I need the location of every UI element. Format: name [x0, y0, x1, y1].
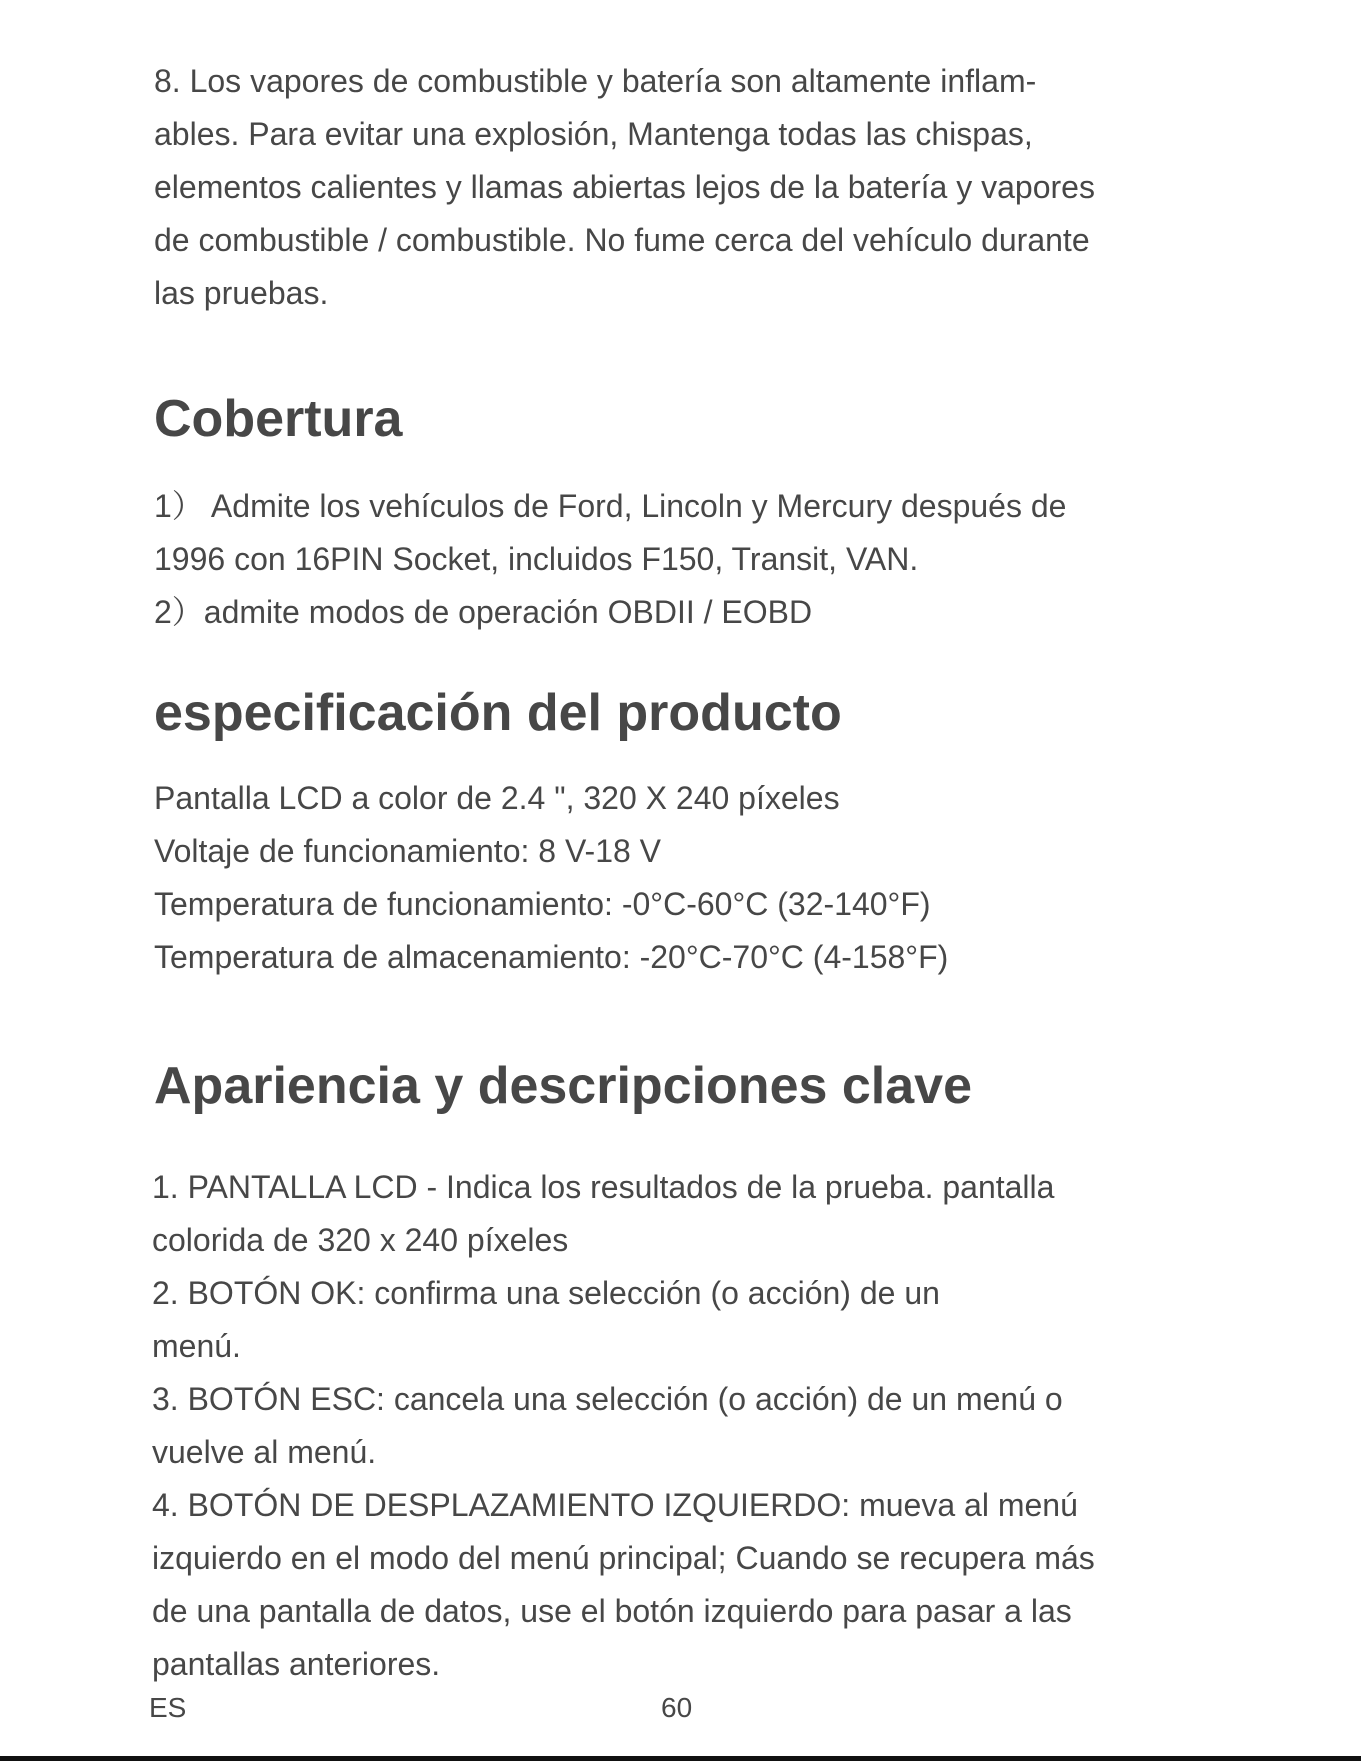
page-number: 60 — [661, 1692, 693, 1723]
intro-line-2: ables. Para evitar una explosión, Mantenga todas las chispas, — [154, 116, 1033, 152]
intro-line-4: de combustible / combustible. No fume cerca del vehículo durante — [154, 222, 1090, 258]
appearance-line-5: 3. BOTÓN ESC: cancela una selección (o acción) de un menú o — [152, 1381, 1063, 1417]
appearance-line-9: de una pantalla de datos, use el botón izquierdo para pasar a las — [152, 1593, 1072, 1629]
appearance-line-6: vuelve al menú. — [152, 1434, 377, 1470]
appearance-line-1: 1. PANTALLA LCD - Indica los resultados de la prueba. pantalla — [152, 1169, 1055, 1205]
spec-line-4: Temperatura de almacenamiento: -20°C-70°C (4-158°F) — [154, 939, 949, 975]
specification-heading: especificación del producto — [154, 684, 842, 742]
appearance-line-10: pantallas anteriores. — [152, 1646, 441, 1682]
intro-line-3: elementos calientes y llamas abiertas lejos de la batería y vapores — [154, 169, 1095, 205]
coverage-line-3: 2）admite modos de operación OBDII / EOBD — [154, 594, 813, 630]
intro-line-1: 8. Los vapores de combustible y batería son altamente inflam- — [154, 63, 1037, 99]
bottom-border — [0, 1756, 1361, 1761]
appearance-line-4: menú. — [152, 1328, 241, 1364]
appearance-line-2: colorida de 320 x 240 píxeles — [152, 1222, 569, 1258]
appearance-line-7: 4. BOTÓN DE DESPLAZAMIENTO IZQUIERDO: mueva al menú — [152, 1487, 1078, 1523]
footer-language: ES — [149, 1692, 187, 1723]
appearance-line-8: izquierdo en el modo del menú principal; Cuando se recupera más — [152, 1540, 1095, 1576]
spec-line-1: Pantalla LCD a color de 2.4 ", 320 X 240 píxeles — [154, 780, 840, 816]
appearance-heading: Apariencia y descripciones clave — [154, 1057, 972, 1115]
appearance-line-3: 2. BOTÓN OK: confirma una selección (o acción) de un — [152, 1275, 940, 1311]
intro-line-5: las pruebas. — [154, 275, 329, 311]
coverage-line-2: 1996 con 16PIN Socket, incluidos F150, Transit, VAN. — [154, 541, 919, 577]
spec-line-2: Voltaje de funcionamiento: 8 V-18 V — [154, 833, 662, 869]
coverage-line-1: 1） Admite los vehículos de Ford, Lincoln y Mercury después de — [154, 488, 1067, 524]
coverage-heading: Cobertura — [154, 390, 403, 448]
spec-line-3: Temperatura de funcionamiento: -0°C-60°C (32-140°F) — [154, 886, 931, 922]
